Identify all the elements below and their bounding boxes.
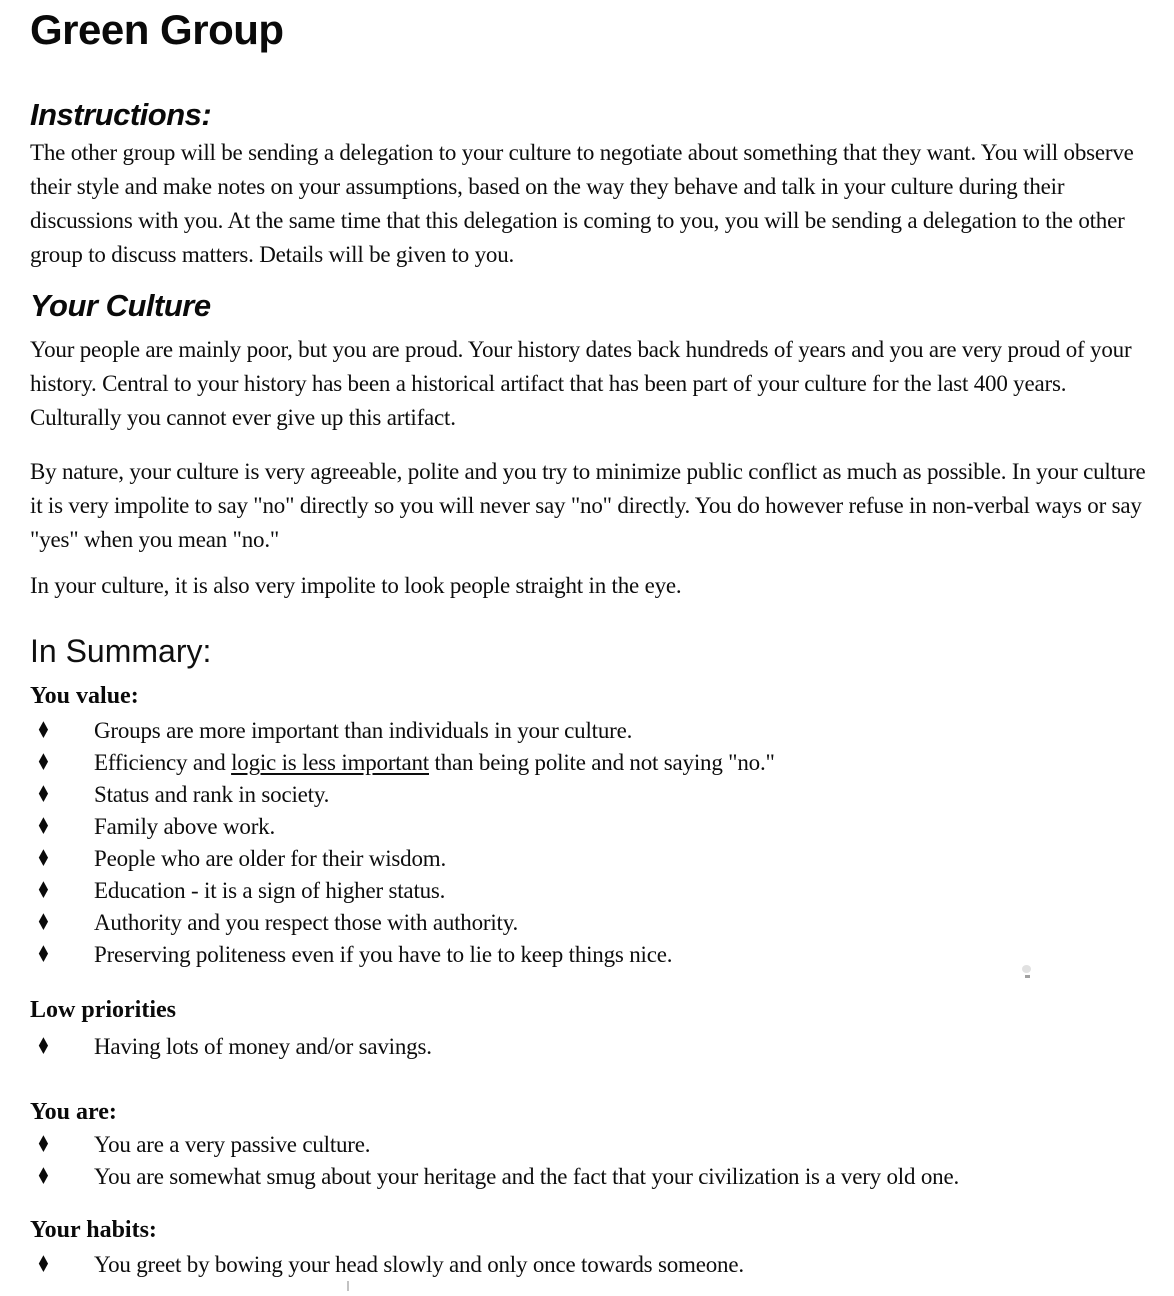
diamond-bullet-icon: ♦: [36, 910, 51, 936]
scan-artifact: [1022, 965, 1031, 973]
your-culture-heading: Your Culture: [30, 288, 211, 323]
list-item: [30, 779, 1150, 811]
you-are-list: [30, 1129, 1150, 1193]
list-item-text: You greet by bowing your head slowly and only once towards someone.: [94, 1252, 744, 1277]
you-value-heading: You value:: [30, 683, 139, 709]
diamond-bullet-icon: ♦: [36, 942, 51, 968]
instructions-heading: Instructions:: [30, 97, 212, 132]
list-item: [30, 1161, 1150, 1193]
your-culture-paragraph-1: Your people are mainly poor, but you are proud. Your history dates back hundreds of years and you are very proud of your history. Central to your history has been a historical artifact that has been part of your culture for the last 400 years. Culturally you cannot ever give up this artifact.: [30, 337, 1137, 430]
low-priorities-list: [30, 1031, 1150, 1063]
list-item: [30, 715, 1150, 747]
list-item-text: Having lots of money and/or savings.: [94, 1034, 432, 1059]
list-item-text: Education - it is a sign of higher status.: [94, 878, 446, 903]
your-culture-paragraph-3: In your culture, it is also very impolite to look people straight in the eye.: [30, 573, 682, 598]
scan-artifact: [1025, 975, 1030, 978]
diamond-bullet-icon: ♦: [36, 1252, 51, 1278]
list-item: [30, 907, 1150, 939]
list-item: [30, 747, 1150, 779]
list-item-text: Authority and you respect those with authority.: [94, 910, 519, 935]
diamond-bullet-icon: ♦: [36, 878, 51, 904]
list-item-text-underlined: logic is less important: [231, 750, 429, 775]
list-item: [30, 875, 1150, 907]
list-item-text: Family above work.: [94, 814, 276, 839]
list-item-text: People who are older for their wisdom.: [94, 846, 446, 871]
list-item: [30, 843, 1150, 875]
you-value-list: [30, 715, 1150, 971]
list-item-text-prefix: Efficiency and: [94, 750, 232, 775]
list-item-text: Preserving politeness even if you have to lie to keep things nice.: [94, 942, 673, 967]
you-are-heading: You are:: [30, 1099, 117, 1125]
list-item: [30, 1031, 1150, 1063]
list-item-text: You are somewhat smug about your heritage and the fact that your civilization is a very old one.: [94, 1164, 960, 1189]
list-item: [30, 1249, 1150, 1281]
list-item-text: Status and rank in society.: [94, 782, 330, 807]
summary-heading: In Summary:: [30, 633, 212, 669]
your-habits-heading: Your habits:: [30, 1217, 157, 1243]
list-item: [30, 1129, 1150, 1161]
diamond-bullet-icon: ♦: [36, 1164, 51, 1190]
diamond-bullet-icon: ♦: [36, 718, 51, 744]
diamond-bullet-icon: ♦: [36, 846, 51, 872]
your-habits-list: [30, 1249, 1150, 1281]
page-title: Green Group: [30, 6, 284, 53]
scan-artifact: [347, 1281, 349, 1291]
your-culture-paragraph-2: By nature, your culture is very agreeable, polite and you try to minimize public conflict as much as possible. In your culture it is very impolite to say "no" directly so you will never say "no" directly. You do however refuse in non-verbal ways or say "yes" when you mean "no.": [30, 459, 1152, 552]
list-item-text: [94, 750, 775, 775]
list-item: [30, 939, 1150, 971]
list-item-text: You are a very passive culture.: [94, 1132, 371, 1157]
diamond-bullet-icon: ♦: [36, 782, 51, 808]
instructions-paragraph: The other group will be sending a delegation to your culture to negotiate about something that they want. You will observe their style and make notes on your assumptions, based on the way they behave and talk in your culture during their discussions with you. At the same time that this delegation is coming to you, you will be sending a delegation to the other group to discuss matters. Details will be given to you.: [30, 140, 1140, 267]
list-item-text-suffix: than being polite and not saying "no.": [429, 750, 775, 775]
diamond-bullet-icon: ♦: [36, 750, 51, 776]
diamond-bullet-icon: ♦: [36, 1034, 51, 1060]
list-item: [30, 811, 1150, 843]
diamond-bullet-icon: ♦: [36, 814, 51, 840]
list-item-text: Groups are more important than individuals in your culture.: [94, 718, 633, 743]
document-content: [0, 8, 1174, 1281]
diamond-bullet-icon: ♦: [36, 1132, 51, 1158]
low-priorities-heading: Low priorities: [30, 997, 176, 1023]
